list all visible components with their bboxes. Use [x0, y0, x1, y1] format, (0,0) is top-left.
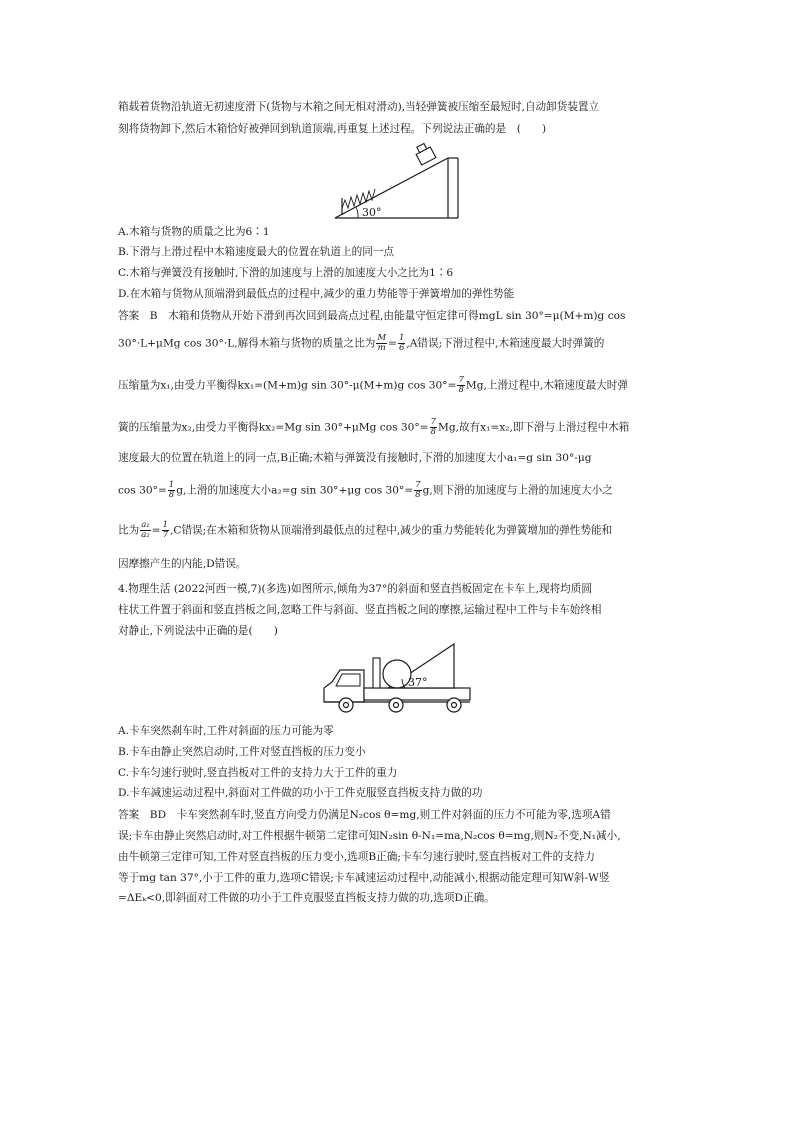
q3-answer-line-2: 30°·L+μMg cos 30°·L,解得木箱与货物的质量之比为 $\frac{M}{m}$ = $\frac{1}{6}$ ,A错误;下滑过程中,木箱速度最大时弹簧的: [118, 333, 605, 353]
q4-answer-line-1: 答案 BD 卡车突然刹车时,竖直方向受力仍满足N₂cos θ=mg,则工件对斜面的压力不可能为零,选项A错: [118, 809, 611, 821]
q3-answer-line-3: 压缩量为x₁,由受力平衡得kx₁=(M+m)g sin 30°-μ(M+m)g cos 30°= $\frac{7}{8}$ Mg,上滑过程中,木箱速度最大时弹: [118, 375, 628, 395]
q4-answer-line-3: 由牛顿第三定律可知,工件对竖直挡板的压力变小,选项B正确;卡车匀速行驶时,竖直挡板对工件的支持力: [118, 851, 595, 863]
q4-option-a: A.卡车突然刹车时,工件对斜面的压力可能为零: [118, 725, 334, 737]
q3-answer-line-7: 比为 $\frac{\text{a₁}}{\text{a₂}}$ = $\frac{1}{7}$ ,C错误;在木箱和货物从顶端滑到最低点的过程中,减少的重力势能转化为弹簧增加的弹性势能和: [118, 520, 613, 540]
incline-spring-figure: [330, 138, 465, 223]
q3-option-b: B.下滑与上滑过程中木箱速度最大的位置在轨道上的同一点: [118, 246, 394, 258]
q4-answer-line-2: 误;卡车由静止突然启动时,对工件根据牛顿第二定律可知N₂sin θ-N₁=ma,N₂cos θ=mg,则N₂不变,N₁减小,: [118, 830, 621, 842]
q4-stem-line-1: 4.物理生活 (2022河西一模,7)(多选)如图所示,倾角为37°的斜面和竖直挡板固定在卡车上,现将均质圆: [118, 583, 592, 595]
q3-option-c: C.木箱与弹簧没有接触时,下滑的加速度与上滑的加速度大小之比为1∶6: [118, 267, 454, 279]
q4-stem-line-3: 对静止,下列说法中正确的是( ): [118, 625, 278, 637]
q3-answer-line-4: 簧的压缩量为x₂,由受力平衡得kx₂=Mg sin 30°+μMg cos 30°= $\frac{7}{8}$ Mg,故有x₁=x₂,即下滑与上滑过程中木箱: [118, 417, 630, 437]
q3-option-a: A.木箱与货物的质量之比为6∶1: [118, 226, 270, 238]
q4-option-d: D.卡车减速运动过程中,斜面对工件做的功小于工件克服竖直挡板支持力做的功: [118, 787, 483, 799]
truck-figure: [318, 642, 478, 718]
q4-option-c: C.卡车匀速行驶时,竖直挡板对工件的支持力大于工件的重力: [118, 767, 398, 779]
mass-ratio-fraction: $\frac{M}{m}$: [377, 333, 387, 353]
incline-angle-label: 30°: [362, 206, 382, 219]
q3-answer-line-5: 速度最大的位置在轨道上的同一点,B正确;木箱与弹簧没有接触时,下滑的加速度大小a₁=g sin 30°-μg: [118, 452, 592, 464]
q3-answer-line-1: 答案 B 木箱和货物从开始下滑到再次回到最高点过程,由能量守恒定律可得mgL sin 30°=μ(M+m)g cos: [118, 310, 626, 322]
q4-answer-line-4: 等于mg tan 37°,小于工件的重力,选项C错误;卡车减速运动过程中,动能减小,根据动能定理可知W斜-W竖: [118, 872, 610, 884]
q4-option-b: B.卡车由静止突然启动时,工件对竖直挡板的压力变小: [118, 746, 366, 758]
q3-option-d: D.在木箱与货物从顶端滑到最低点的过程中,减少的重力势能等于弹簧增加的弹性势能: [118, 288, 515, 300]
q4-answer-line-5: =ΔEₖ<0,即斜面对工件做的功小于工件克服竖直挡板支持力做的功,选项D正确。: [118, 892, 495, 904]
q3-intro-line-1: 箱载着货物沿轨道无初速度滑下(货物与木箱之间无相对滑动),当轻弹簧被压缩至最短时,自动卸货装置立: [118, 101, 600, 113]
truck-incline-angle-label: 37°: [408, 676, 428, 689]
q3-answer-line-8: 因摩擦产生的内能,D错误。: [118, 558, 247, 570]
q3-answer-line-6: cos 30°= $\frac{1}{8}$ g,上滑的加速度大小a₂=g sin 30°+μg cos 30°= $\frac{7}{8}$ g,则下滑的加速度与上滑的加速度大小之: [118, 480, 613, 500]
q4-stem-line-2: 柱状工件置于斜面和竖直挡板之间,忽略工件与斜面、竖直挡板之间的摩擦,运输过程中工件与卡车始终相: [118, 604, 602, 616]
q3-intro-line-2: 刻将货物卸下,然后木箱恰好被弹回到轨道顶端,再重复上述过程。下列说法正确的是 ( ): [118, 123, 547, 135]
